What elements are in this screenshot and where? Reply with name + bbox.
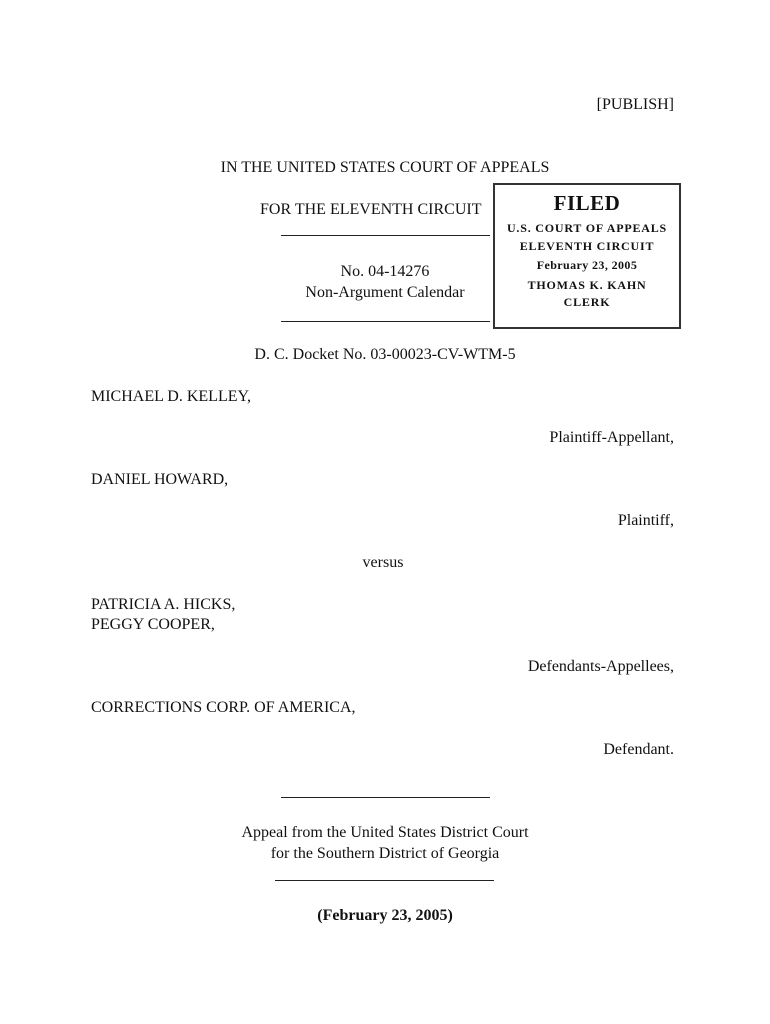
role-defendants-appellees: Defendants-Appellees, — [527, 658, 674, 675]
party-patricia-hicks: PATRICIA A. HICKS, — [91, 596, 236, 613]
appeal-line-1: Appeal from the United States District Court — [241, 824, 529, 841]
filed-stamp-date: February 23, 2005 — [536, 258, 638, 272]
role-plaintiff-appellant: Plaintiff-Appellant, — [549, 429, 674, 446]
role-defendant: Defendant. — [603, 741, 674, 758]
party-peggy-cooper: PEGGY COOPER, — [91, 616, 215, 633]
case-number: No. 04-14276 — [340, 263, 430, 280]
court-title: IN THE UNITED STATES COURT OF APPEALS — [220, 159, 550, 176]
calendar-type: Non-Argument Calendar — [305, 284, 465, 301]
versus-label: versus — [362, 554, 404, 571]
header-rule-bottom — [281, 321, 490, 322]
filed-stamp — [493, 183, 681, 329]
filed-stamp-clerk-name: THOMAS K. KAHN — [527, 278, 647, 292]
appeal-line-2: for the Southern District of Georgia — [270, 845, 500, 862]
circuit-title: FOR THE ELEVENTH CIRCUIT — [260, 201, 482, 218]
filed-stamp-title: FILED — [553, 191, 621, 215]
section-rule-2 — [275, 880, 494, 881]
publish-tag: [PUBLISH] — [596, 96, 674, 113]
filed-stamp-court: U.S. COURT OF APPEALS — [506, 221, 668, 235]
docket-number: D. C. Docket No. 03-00023-CV-WTM-5 — [254, 346, 516, 363]
party-michael-kelley: MICHAEL D. KELLEY, — [91, 388, 251, 405]
role-plaintiff: Plaintiff, — [617, 512, 674, 529]
party-corrections-corp: CORRECTIONS CORP. OF AMERICA, — [91, 699, 356, 716]
decision-date: (February 23, 2005) — [317, 907, 453, 924]
section-rule-1 — [281, 797, 490, 798]
filed-stamp-clerk-title: CLERK — [563, 295, 611, 309]
party-daniel-howard: DANIEL HOWARD, — [91, 471, 229, 488]
filed-stamp-circuit: ELEVENTH CIRCUIT — [519, 239, 655, 253]
header-rule-top — [281, 235, 490, 236]
